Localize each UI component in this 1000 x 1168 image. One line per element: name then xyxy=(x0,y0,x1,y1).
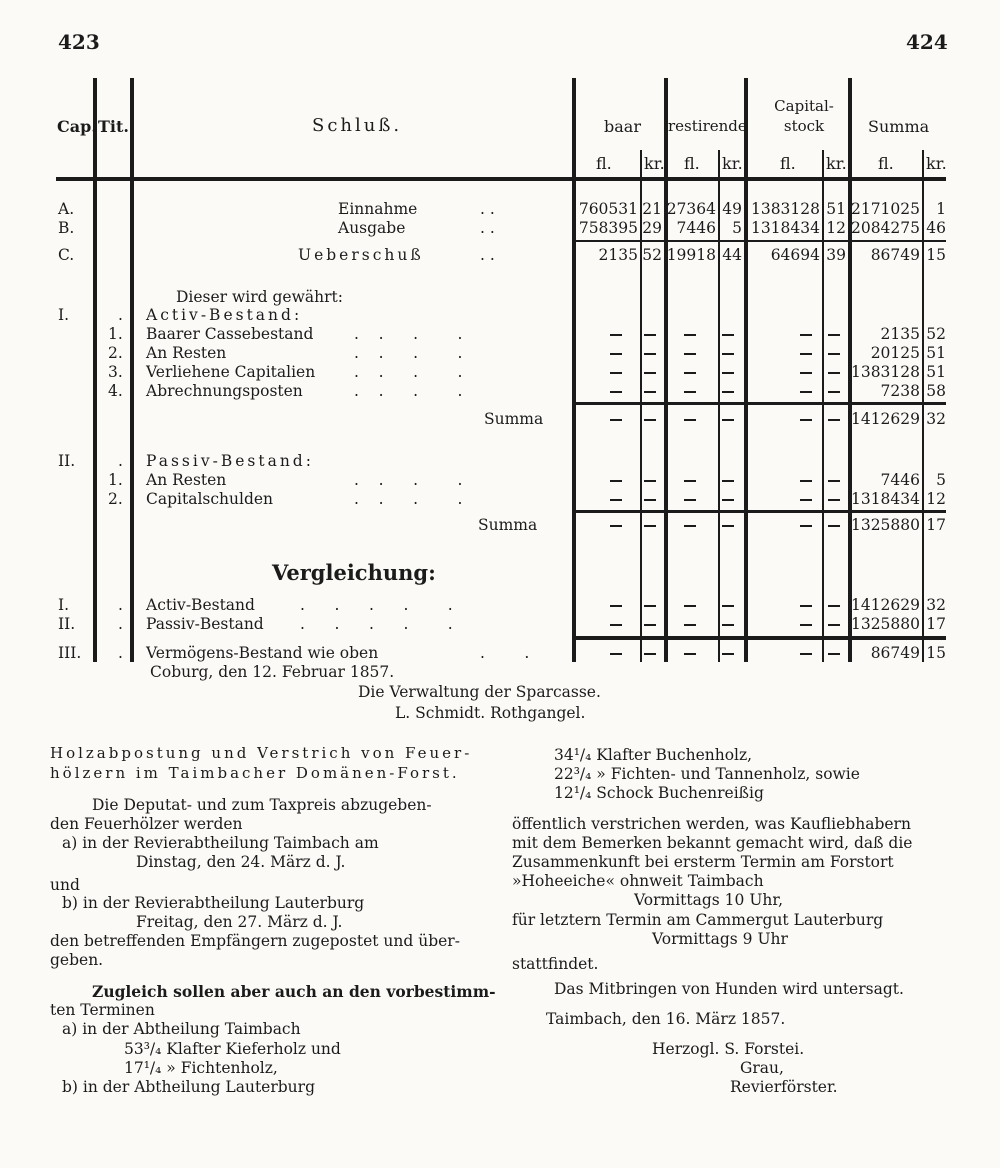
notice-line: Grau, xyxy=(740,1059,784,1077)
notice-line: für letztern Termin am Cammergut Lauterburg xyxy=(512,911,884,929)
unit-summa-fl: fl. xyxy=(878,154,894,173)
table-row: I. . Activ-Bestand . . . . . 1412629 32 xyxy=(58,596,946,614)
notice-line: den betreffenden Empfängern zugepostet und über- xyxy=(50,932,460,950)
notice-line: stattfindet. xyxy=(512,955,599,973)
table-row: 2. Capitalschulden . . . . 1318434 12 xyxy=(108,490,946,508)
summa-rule-passive xyxy=(572,510,946,513)
notice-line: Vormittags 9 Uhr xyxy=(652,930,788,948)
header-baar: baar xyxy=(604,117,641,136)
notice-line: a) in der Abtheilung Taimbach xyxy=(62,1020,301,1038)
table-row: 3. Verliehene Capitalien . . . . 1383128 51 xyxy=(108,363,946,381)
vergleichung-heading: Vergleichung: xyxy=(272,560,436,585)
notice-line: ten Terminen xyxy=(50,1001,155,1019)
header-summa: Summa xyxy=(868,117,930,136)
notice-line: Die Deputat- und zum Taxpreis abzugeben- xyxy=(92,796,432,814)
table-row: 1. Baarer Cassebestand . . . . 2135 52 xyxy=(108,325,946,343)
signature-names: L. Schmidt. Rothgangel. xyxy=(395,704,586,722)
row-rule xyxy=(572,240,946,242)
summa-row-active: Summa 1412629 32 xyxy=(484,410,946,428)
notice-line: 12¹/₄ Schock Buchenreißig xyxy=(554,784,764,802)
notice-line: 17¹/₄ » Fichtenholz, xyxy=(124,1059,278,1077)
passive-heading-row: II. . Passiv-Bestand: xyxy=(58,452,314,470)
header-schluss: Schluß. xyxy=(312,115,403,136)
notice-line: Das Mitbringen von Hunden wird untersagt. xyxy=(554,980,904,998)
notice-line: Dinstag, den 24. März d. J. xyxy=(136,853,346,871)
notice-title-1: Holzabpostung und Verstrich von Feuer- xyxy=(50,744,473,762)
unit-rest-kr: kr. xyxy=(722,154,743,173)
dieser-heading: Dieser wird gewährt: xyxy=(176,288,343,306)
notice-line: und xyxy=(50,876,80,894)
notice-line: 53³/₄ Klafter Kieferholz und xyxy=(124,1040,341,1058)
unit-baar-kr: kr. xyxy=(644,154,665,173)
table-row: III. . Vermögens-Bestand wie oben . . 86749 15 xyxy=(58,644,946,662)
table-row: C. Ueberschuß . . 2135 52 19918 44 64694 39 86749 15 xyxy=(58,246,946,264)
notice-line: 34¹/₄ Klafter Buchenholz, xyxy=(554,746,753,764)
unit-rest-fl: fl. xyxy=(684,154,700,173)
table-row: 1. An Resten . . . . 7446 5 xyxy=(108,471,946,489)
notice-line: Zugleich sollen aber auch an den vorbestimm- xyxy=(92,982,496,1001)
vermoegen-rule xyxy=(572,636,946,640)
notice-line: geben. xyxy=(50,951,104,969)
table-row: 2. An Resten . . . . 20125 51 xyxy=(108,344,946,362)
notice-line: Zusammenkunft bei ersterm Termin am Forstort xyxy=(512,853,894,871)
header-capitalstock: Capital-stock xyxy=(774,97,834,135)
page-number-right: 424 xyxy=(906,30,948,54)
header-restirende: restirende xyxy=(668,117,747,135)
notice-line: a) in der Revierabtheilung Taimbach am xyxy=(62,834,379,852)
table-row: II. . Passiv-Bestand . . . . . 1325880 17 xyxy=(58,615,946,633)
org-line: Die Verwaltung der Sparcasse. xyxy=(358,683,601,701)
notice-line: Vormittags 10 Uhr, xyxy=(634,891,783,909)
table-row: 4. Abrechnungsposten . . . . 7238 58 xyxy=(108,382,946,400)
notice-line: 22³/₄ » Fichten- und Tannenholz, sowie xyxy=(554,765,860,783)
notice-line: den Feuerhölzer werden xyxy=(50,815,243,833)
table-row: A. Einnahme . . 760531 21 27364 49 1383128 51 2171025 1 xyxy=(58,200,946,218)
notice-line: mit dem Bemerken bekannt gemacht wird, daß die xyxy=(512,834,913,852)
header-rule xyxy=(56,177,946,181)
summa-row-passive: Summa 1325880 17 xyxy=(478,516,946,534)
active-heading-row: I. . Activ-Bestand: xyxy=(58,306,303,324)
unit-baar-fl: fl. xyxy=(596,154,612,173)
notice-line: Taimbach, den 16. März 1857. xyxy=(546,1010,786,1028)
notice-line: Herzogl. S. Forstei. xyxy=(652,1040,805,1058)
notice-line: Revierförster. xyxy=(730,1078,838,1096)
unit-summa-kr: kr. xyxy=(926,154,947,173)
notice-line: öffentlich verstrichen werden, was Kaufliebhabern xyxy=(512,815,911,833)
unit-cap-fl: fl. xyxy=(780,154,796,173)
unit-cap-kr: kr. xyxy=(826,154,847,173)
summa-rule-active xyxy=(572,402,946,405)
notice-line: »Hoheeiche« ohnweit Taimbach xyxy=(512,872,764,890)
table-row: B. Ausgabe . . 758395 29 7446 5 1318434 12 2084275 46 xyxy=(58,219,946,237)
notice-line: b) in der Revierabtheilung Lauterburg xyxy=(62,894,365,912)
notice-line: Freitag, den 27. März d. J. xyxy=(136,913,343,931)
header-cap: Cap. xyxy=(57,117,97,136)
notice-title-2: hölzern im Taimbacher Domänen-Forst. xyxy=(50,764,460,782)
page-number-left: 423 xyxy=(58,30,100,54)
header-tit: Tit. xyxy=(98,117,129,136)
notice-line: b) in der Abtheilung Lauterburg xyxy=(62,1078,315,1096)
place-date: Coburg, den 12. Februar 1857. xyxy=(150,663,395,681)
